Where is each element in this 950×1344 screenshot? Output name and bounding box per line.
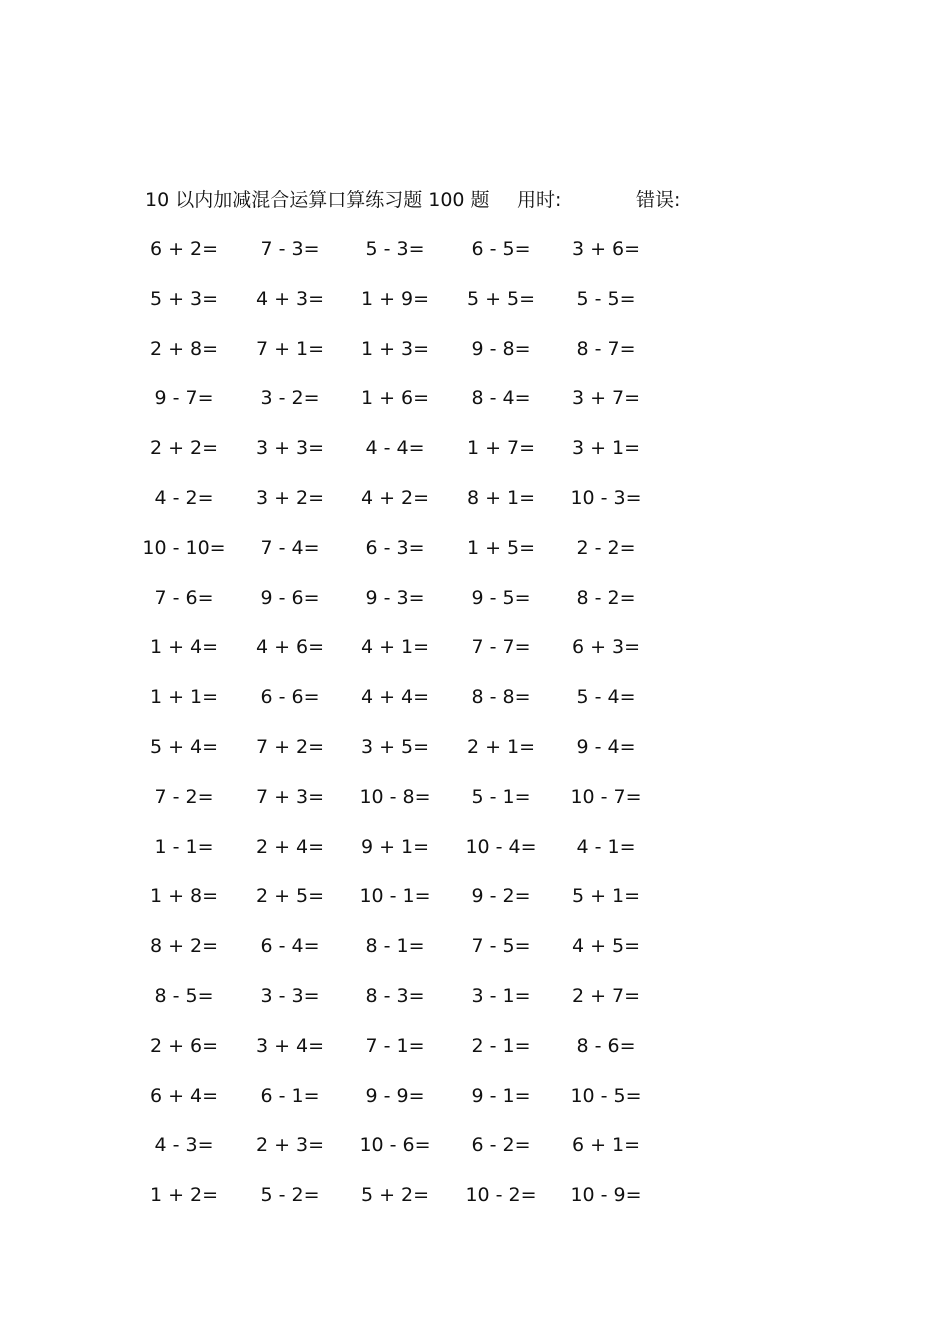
problem-row — [0, 682, 950, 732]
problem-item: 4 + 3= — [255, 287, 325, 310]
problem-item: 7 - 1= — [365, 1034, 425, 1057]
problem-item: 5 + 2= — [360, 1184, 430, 1207]
problem-item: 3 + 2= — [255, 486, 325, 509]
problem-item: 6 + 3= — [571, 636, 641, 659]
problem-item: 1 + 8= — [149, 885, 219, 908]
problem-row — [0, 433, 950, 483]
problem-item: 5 - 3= — [365, 238, 425, 260]
problem-item: 3 + 1= — [571, 437, 641, 460]
problem-item: 10 - 3= — [570, 486, 642, 509]
problem-row — [0, 334, 950, 384]
problem-grid — [0, 234, 950, 1230]
problem-item: 7 - 7= — [471, 636, 531, 659]
problem-item: 4 + 5= — [571, 935, 641, 958]
problem-item: 7 - 4= — [260, 536, 320, 559]
problem-item: 9 - 9= — [365, 1084, 425, 1107]
problem-item: 4 + 2= — [360, 486, 430, 509]
problem-item: 9 - 7= — [154, 387, 214, 410]
problem-item: 8 - 8= — [471, 686, 531, 709]
problem-item: 2 + 2= — [149, 437, 219, 460]
problem-item: 2 + 3= — [255, 1134, 325, 1157]
problem-item: 3 + 3= — [255, 437, 325, 460]
problem-item: 9 + 1= — [360, 835, 430, 858]
problem-item: 9 - 1= — [471, 1084, 531, 1107]
problem-row — [0, 583, 950, 633]
problem-row — [0, 1081, 950, 1131]
problem-row — [0, 533, 950, 583]
problem-item: 3 - 1= — [471, 984, 531, 1007]
problem-item: 1 + 9= — [360, 287, 430, 310]
problem-item: 1 + 7= — [466, 437, 536, 460]
problem-item: 10 - 9= — [570, 1184, 642, 1207]
problem-item: 6 - 6= — [260, 686, 320, 709]
problem-item: 10 - 8= — [359, 785, 431, 808]
problem-item: 5 - 5= — [576, 287, 636, 310]
time-used-label: 用时: — [517, 189, 562, 211]
problem-item: 4 + 6= — [255, 636, 325, 659]
problem-item: 8 - 7= — [576, 337, 636, 360]
problem-item: 4 - 1= — [576, 835, 636, 858]
problem-item: 3 - 2= — [260, 387, 320, 410]
problem-item: 3 + 6= — [571, 238, 641, 260]
problem-item: 3 - 3= — [260, 984, 320, 1007]
problem-row — [0, 931, 950, 981]
problem-item: 4 + 4= — [360, 686, 430, 709]
problem-item: 5 + 1= — [571, 885, 641, 908]
problem-item: 6 + 4= — [149, 1084, 219, 1107]
problem-row — [0, 981, 950, 1031]
problem-item: 6 - 5= — [471, 238, 531, 260]
problem-item: 10 - 4= — [465, 835, 537, 858]
problem-item: 7 + 2= — [255, 735, 325, 758]
problem-item: 9 - 8= — [471, 337, 531, 360]
problem-item: 2 - 1= — [471, 1034, 531, 1057]
problem-item: 1 + 5= — [466, 536, 536, 559]
problem-item: 2 + 6= — [149, 1034, 219, 1057]
problem-item: 7 - 5= — [471, 935, 531, 958]
problem-item: 8 - 6= — [576, 1034, 636, 1057]
problem-item: 2 + 7= — [571, 984, 641, 1007]
problem-item: 1 + 6= — [360, 387, 430, 410]
problem-item: 6 + 2= — [149, 238, 219, 260]
problem-item: 2 + 1= — [466, 735, 536, 758]
problem-item: 4 - 2= — [154, 486, 214, 509]
problem-row — [0, 732, 950, 782]
problem-item: 3 + 7= — [571, 387, 641, 410]
problem-item: 1 + 4= — [149, 636, 219, 659]
problem-row — [0, 483, 950, 533]
problem-item: 10 - 7= — [570, 785, 642, 808]
problem-item: 5 + 4= — [149, 735, 219, 758]
problem-item: 8 + 1= — [466, 486, 536, 509]
problem-item: 8 - 1= — [365, 935, 425, 958]
problem-row — [0, 1130, 950, 1180]
problem-item: 3 + 5= — [360, 735, 430, 758]
problem-item: 2 + 4= — [255, 835, 325, 858]
problem-item: 7 + 1= — [255, 337, 325, 360]
problem-item: 6 - 1= — [260, 1084, 320, 1107]
problem-item: 9 - 6= — [260, 586, 320, 609]
problem-item: 7 - 2= — [154, 785, 214, 808]
problem-item: 2 - 2= — [576, 536, 636, 559]
problem-item: 5 + 3= — [149, 287, 219, 310]
problem-item: 10 - 5= — [570, 1084, 642, 1107]
problem-item: 8 - 4= — [471, 387, 531, 410]
problem-item: 4 - 4= — [365, 437, 425, 460]
problem-row — [0, 832, 950, 882]
problem-item: 8 - 2= — [576, 586, 636, 609]
problem-item: 4 + 1= — [360, 636, 430, 659]
problem-item: 2 + 8= — [149, 337, 219, 360]
problem-item: 8 - 5= — [154, 984, 214, 1007]
problem-item: 6 + 1= — [571, 1134, 641, 1157]
problem-item: 8 + 2= — [149, 935, 219, 958]
problem-row — [0, 1031, 950, 1081]
problem-item: 1 - 1= — [154, 835, 214, 858]
problem-item: 10 - 10= — [142, 536, 226, 559]
problem-item: 6 - 3= — [365, 536, 425, 559]
problem-row — [0, 284, 950, 334]
problem-row — [0, 1180, 950, 1230]
errors-label: 错误: — [636, 189, 681, 211]
problem-item: 7 - 6= — [154, 586, 214, 609]
problem-item: 9 - 2= — [471, 885, 531, 908]
problem-item: 6 - 2= — [471, 1134, 531, 1157]
problem-item: 10 - 6= — [359, 1134, 431, 1157]
problem-item: 1 + 2= — [149, 1184, 219, 1207]
problem-row — [0, 782, 950, 832]
problem-item: 4 - 3= — [154, 1134, 214, 1157]
problem-item: 1 + 3= — [360, 337, 430, 360]
problem-item: 2 + 5= — [255, 885, 325, 908]
problem-item: 7 - 3= — [260, 238, 320, 260]
problem-item: 1 + 1= — [149, 686, 219, 709]
problem-item: 6 - 4= — [260, 935, 320, 958]
problem-item: 9 - 3= — [365, 586, 425, 609]
problem-item: 5 + 5= — [466, 287, 536, 310]
problem-item: 9 - 5= — [471, 586, 531, 609]
problem-row — [0, 234, 950, 284]
problem-item: 7 + 3= — [255, 785, 325, 808]
problem-item: 5 - 1= — [471, 785, 531, 808]
problem-row — [0, 881, 950, 931]
problem-item: 10 - 2= — [465, 1184, 537, 1207]
worksheet-title: 10 以内加减混合运算口算练习题 100 题 — [145, 189, 490, 211]
problem-item: 5 - 4= — [576, 686, 636, 709]
problem-item: 8 - 3= — [365, 984, 425, 1007]
problem-row — [0, 383, 950, 433]
problem-row — [0, 632, 950, 682]
problem-item: 3 + 4= — [255, 1034, 325, 1057]
problem-item: 9 - 4= — [576, 735, 636, 758]
problem-item: 10 - 1= — [359, 885, 431, 908]
problem-item: 5 - 2= — [260, 1184, 320, 1207]
